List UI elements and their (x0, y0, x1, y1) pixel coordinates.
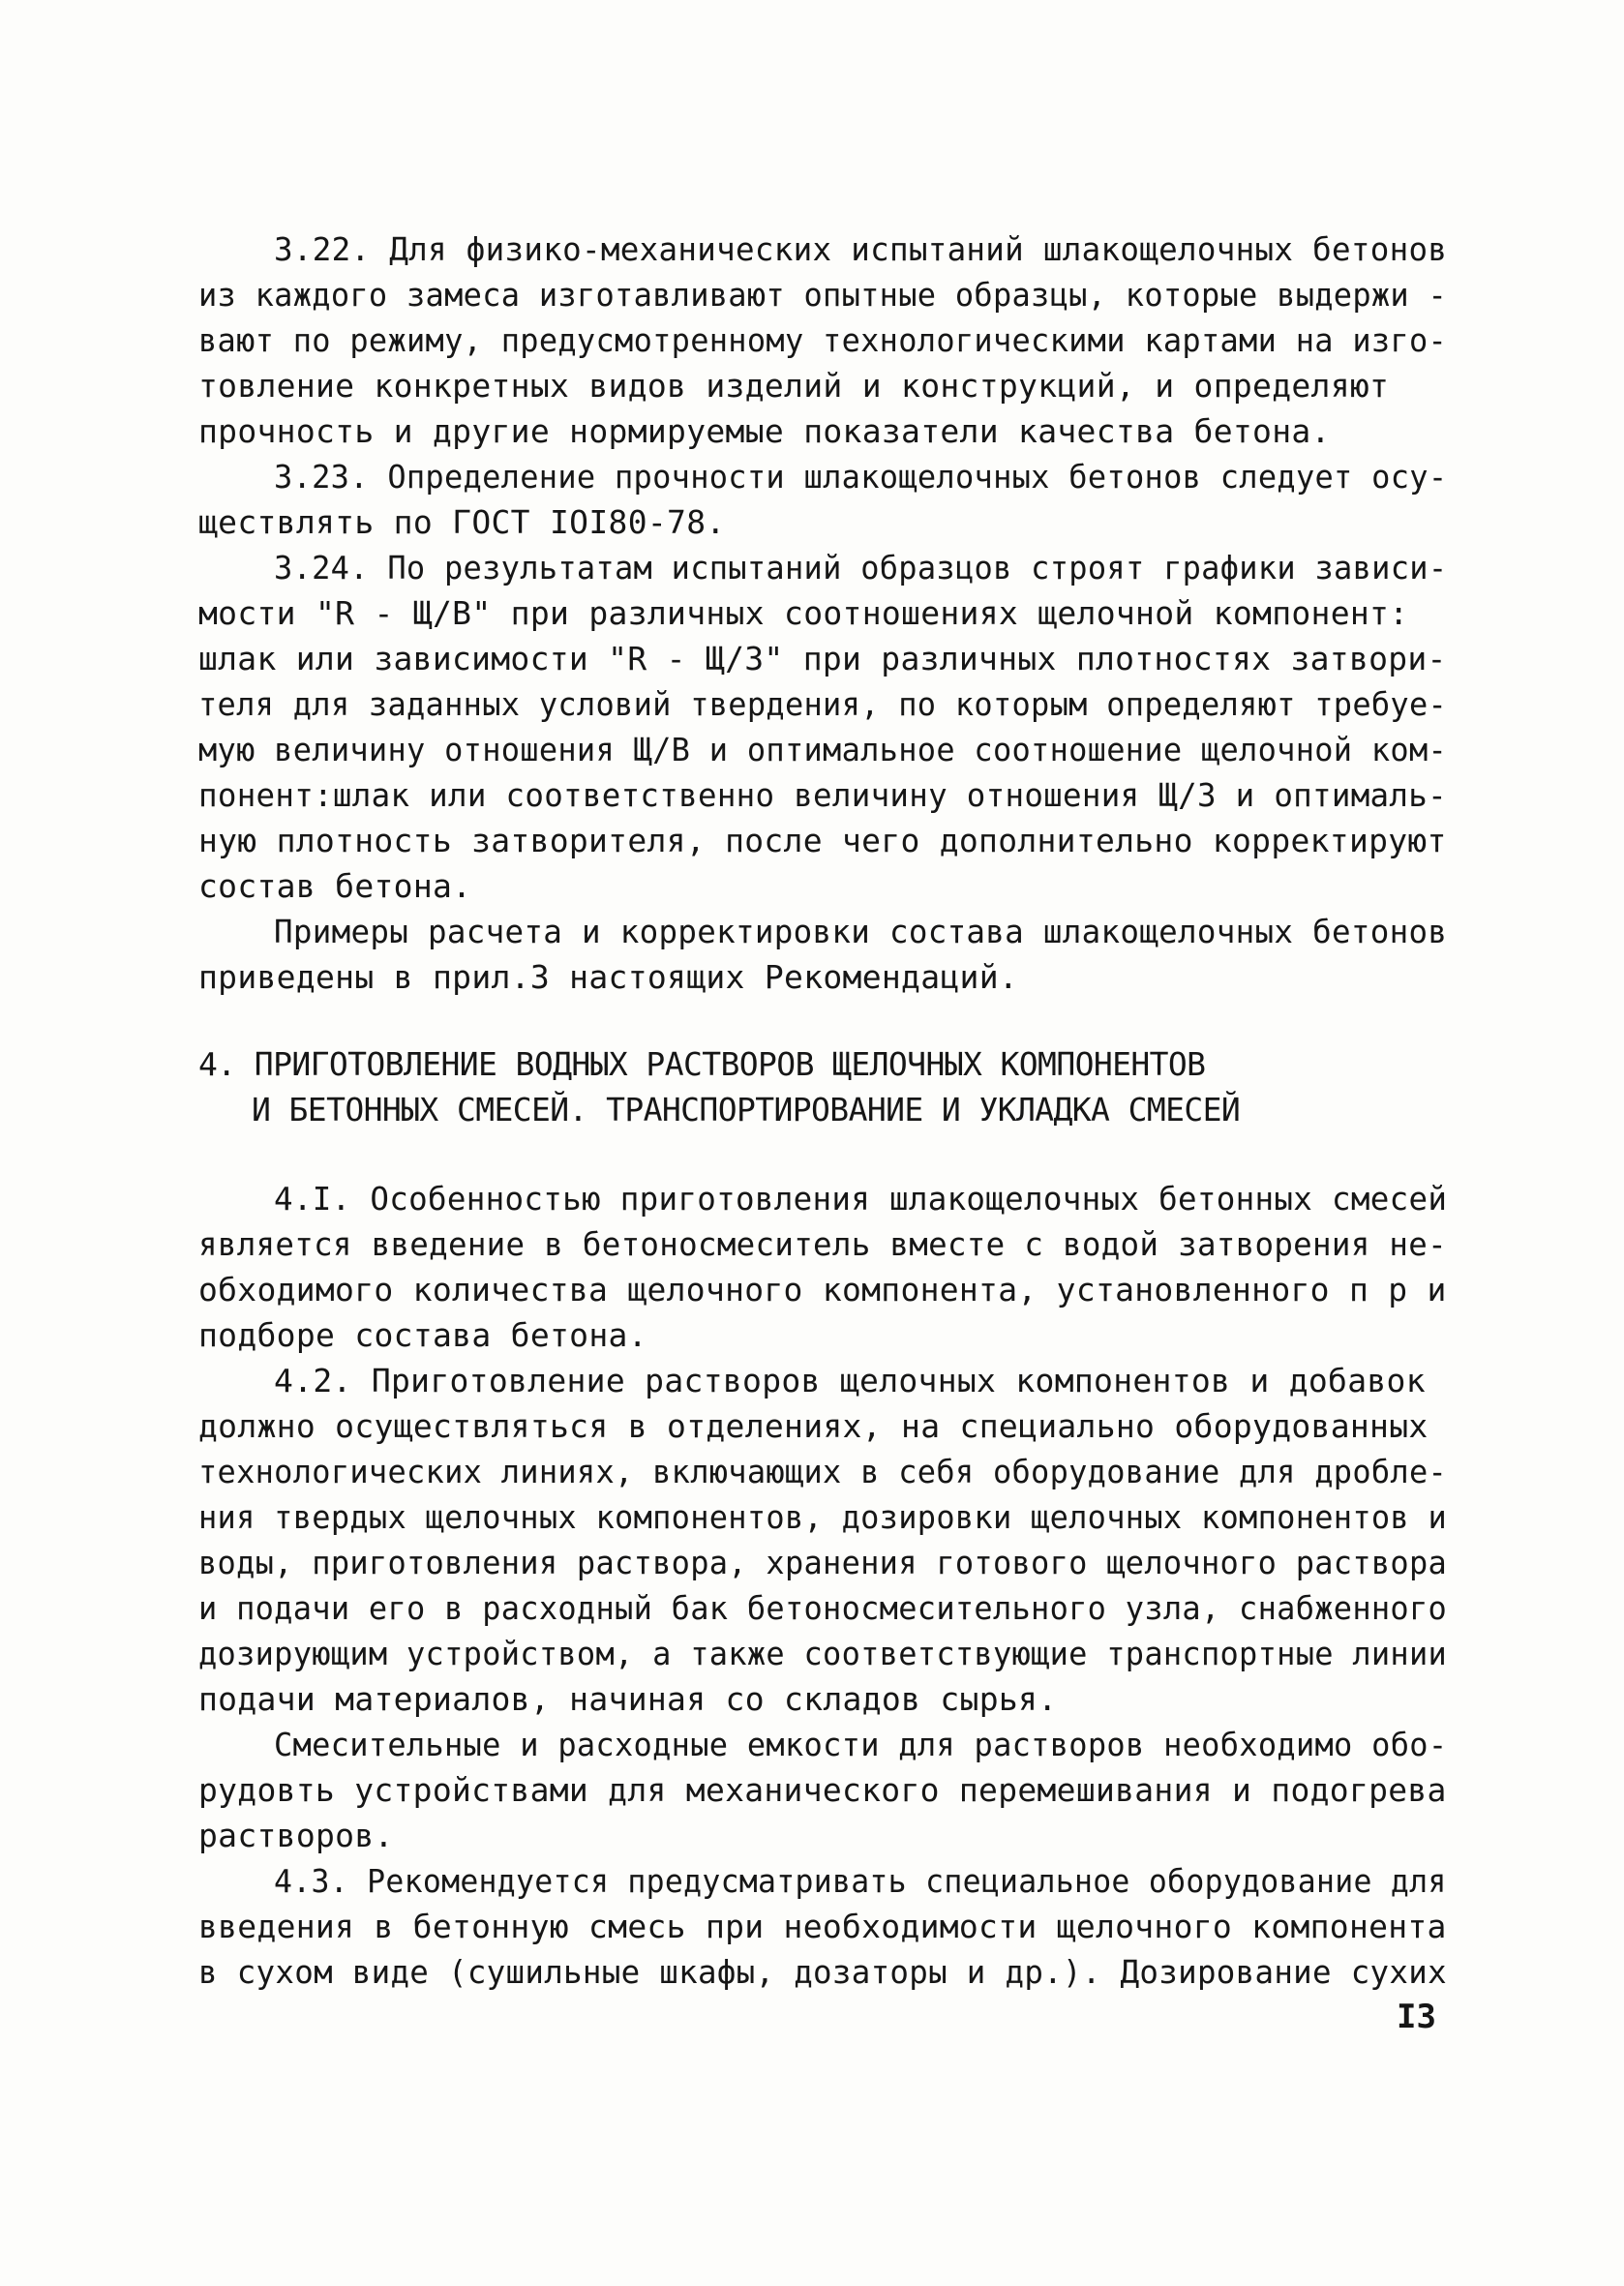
text-line: вают по режиму, предусмотренному технологическими картами на изго- (198, 321, 1448, 359)
text-line: должно осуществляться в отделениях, на специально оборудованных (198, 1407, 1429, 1445)
text-line: 3.22. Для физико-механических испытаний шлакощелочных бетонов (274, 230, 1448, 268)
text-line: мости "R - Щ/В" при различных соотношениях щелочной компонент: (198, 594, 1409, 632)
text-line: в сухом виде (сушильные шкафы, дозаторы и др.). Дозирование сухих (198, 1953, 1447, 1991)
text-line: Смесительные и расходные емкости для растворов необходимо обо- (274, 1726, 1448, 1763)
text-line: технологических линиях, включающих в себя оборудование для дробле- (198, 1453, 1448, 1490)
text-line: Примеры расчета и корректировки состава шлакощелочных бетонов (274, 913, 1448, 950)
text-line: дозирующим устройством, а также соответствующие транспортные линии (198, 1635, 1448, 1672)
text-line: 4.2. Приготовление растворов щелочных компонентов и добавок (274, 1362, 1426, 1399)
text-line: приведены в прил.3 настоящих Рекомендаций. (198, 958, 1019, 996)
text-line: из каждого замеса изготавливают опытные образцы, которые выдержи - (198, 276, 1448, 314)
text-line: товление конкретных видов изделий и конструкций, и определяют (198, 367, 1390, 405)
text-line: подборе состава бетона. (198, 1316, 647, 1354)
text-line: 3.23. Определение прочности шлакощелочных бетонов следует осу- (274, 458, 1448, 496)
section-heading: И БЕТОННЫХ СМЕСЕЙ. ТРАНСПОРТИРОВАНИЕ И УКЛАДКА СМЕСЕЙ (252, 1091, 1241, 1128)
text-line: 4.3. Рекомендуется предусматривать специальное оборудование для (274, 1862, 1447, 1900)
section-heading: 4. ПРИГОТОВЛЕНИЕ ВОДНЫХ РАСТВОРОВ ЩЕЛОЧНЫХ КОМПОНЕНТОВ (198, 1045, 1206, 1083)
text-line: теля для заданных условий твердения, по которым определяют требуе- (198, 685, 1448, 723)
text-line: 4.I. Особенностью приготовления шлакощелочных бетонных смесей (274, 1180, 1448, 1218)
text-line: воды, приготовления раствора, хранения готового щелочного раствора (198, 1544, 1448, 1581)
text-line: шлак или зависимости "R - Щ/З" при различных плотностях затвори- (198, 640, 1447, 677)
text-line: мую величину отношения Щ/В и оптимальное соотношение щелочной ком- (198, 731, 1448, 768)
text-line: понент:шлак или соответственно величину отношения Щ/З и оптималь- (198, 776, 1447, 814)
text-line: состав бетона. (198, 867, 472, 905)
text-line: растворов. (198, 1817, 394, 1854)
text-line: обходимого количества щелочного компонента, установленного п р и (198, 1271, 1447, 1308)
text-line: прочность и другие нормируемые показатели качества бетона. (198, 412, 1331, 450)
text-line: ния твердых щелочных компонентов, дозировки щелочных компонентов и (198, 1498, 1448, 1536)
text-line: рудовть устройствами для механического перемешивания и подогрева (198, 1771, 1447, 1809)
text-line: и подачи его в расходный бак бетоносмесительного узла, снабженного (198, 1589, 1448, 1627)
text-line: подачи материалов, начиная со складов сырья. (198, 1680, 1058, 1718)
text-line: 3.24. По результатам испытаний образцов строят графики зависи- (274, 549, 1448, 587)
page-number: I3 (1397, 1998, 1436, 2036)
text-line: введения в бетонную смесь при необходимости щелочного компонента (198, 1908, 1447, 1945)
text-line: является введение в бетоносмеситель вместе с водой затворения не- (198, 1225, 1447, 1263)
text-line: ществлять по ГОСТ IOI80-78. (198, 503, 726, 541)
text-line: ную плотность затворителя, после чего дополнительно корректируют (198, 822, 1447, 859)
